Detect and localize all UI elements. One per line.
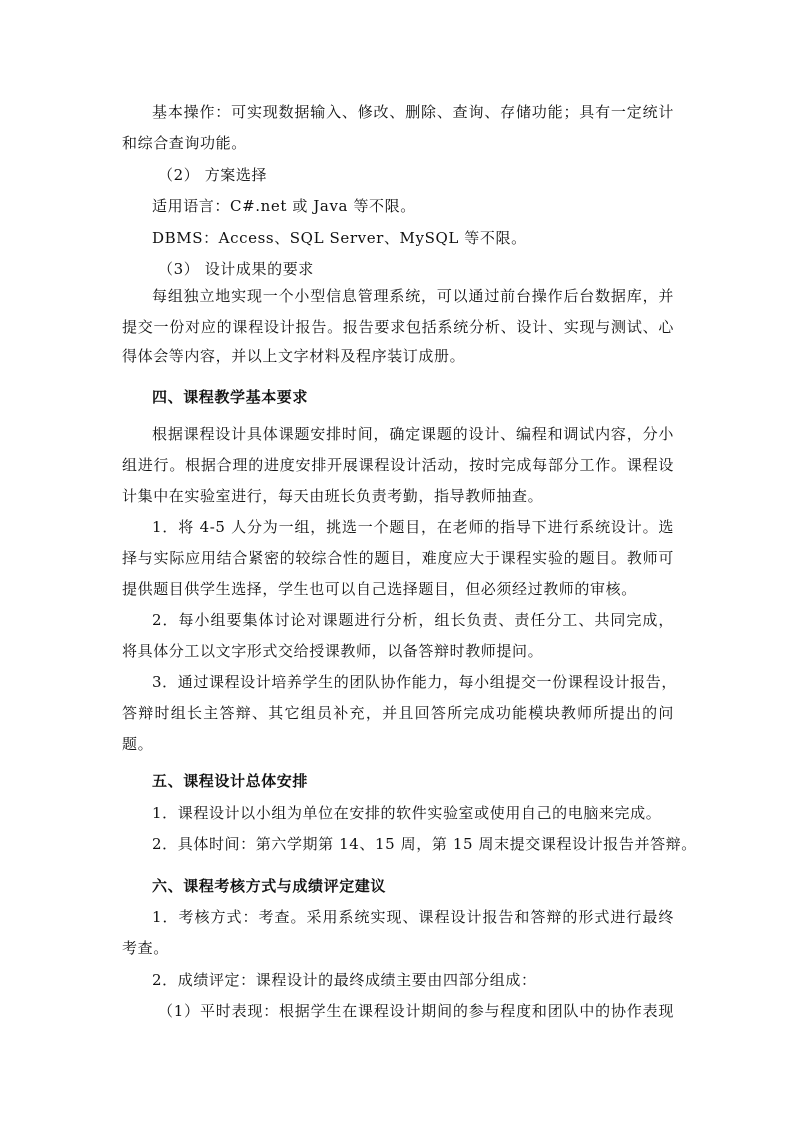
paragraph-line: 和综合查询功能。 bbox=[122, 134, 247, 152]
paragraph-line: 组进行。根据合理的进度安排开展课程设计活动，按时完成每部分工作。课程设 bbox=[122, 456, 674, 474]
list-item-line: （1）平时表现：根据学生在课程设计期间的参与程度和团队中的协作表现 bbox=[158, 1002, 674, 1020]
list-item-line: 2．具体时间：第六学期第 14、15 周，第 15 周末提交课程设计报告并答辩。 bbox=[152, 835, 697, 853]
section-heading-5: 五、课程设计总体安排 bbox=[152, 772, 309, 790]
paragraph-line: 基本操作：可实现数据输入、修改、删除、查询、存储功能；具有一定统计 bbox=[152, 103, 674, 121]
list-item-line: 题。 bbox=[122, 735, 154, 753]
section-heading-6: 六、课程考核方式与成绩评定建议 bbox=[152, 877, 387, 895]
subsection-title-scheme: （2） 方案选择 bbox=[158, 166, 268, 184]
list-item-line: 3．通过课程设计培养学生的团队协作能力，每小组提交一份课程设计报告， bbox=[152, 673, 677, 691]
paragraph-line: 适用语言：C#.net 或 Java 等不限。 bbox=[152, 197, 416, 215]
list-item-line: 1．课程设计以小组为单位在安排的软件实验室或使用自己的电脑来完成。 bbox=[152, 804, 662, 822]
paragraph-line: 根据课程设计具体课题安排时间，确定课题的设计、编程和调试内容，分小 bbox=[152, 425, 674, 443]
list-item-line: 择与实际应用结合紧密的较综合性的题目，难度应大于课程实验的题目。教师可 bbox=[122, 549, 674, 567]
list-item-line: 2．成绩评定：课程设计的最终成绩主要由四部分组成： bbox=[152, 971, 537, 989]
paragraph-line: 提交一份对应的课程设计报告。报告要求包括系统分析、设计、实现与测试、心 bbox=[122, 318, 674, 336]
list-item-line: 1．将 4-5 人分为一组，挑选一个题目，在老师的指导下进行系统设计。选 bbox=[152, 518, 674, 536]
section-heading-4: 四、课程教学基本要求 bbox=[152, 388, 309, 406]
paragraph-line: 计集中在实验室进行，每天由班长负责考勤，指导教师抽查。 bbox=[122, 487, 544, 505]
paragraph-line: DBMS：Access、SQL Server、MySQL 等不限。 bbox=[152, 229, 527, 247]
list-item-line: 考查。 bbox=[122, 939, 169, 957]
paragraph-line: 得体会等内容，并以上文字材料及程序装订成册。 bbox=[122, 347, 466, 365]
paragraph-line: 每组独立地实现一个小型信息管理系统，可以通过前台操作后台数据库，并 bbox=[152, 287, 674, 305]
list-item-line: 提供题目供学生选择，学生也可以自己选择题目，但必须经过教师的审核。 bbox=[122, 580, 637, 598]
list-item-line: 1．考核方式：考查。采用系统实现、课程设计报告和答辩的形式进行最终 bbox=[152, 908, 674, 926]
list-item-line: 2．每小组要集体讨论对课题进行分析，组长负责、责任分工、共同完成， bbox=[152, 611, 674, 629]
list-item-line: 将具体分工以文字形式交给授课教师，以备答辩时教师提问。 bbox=[122, 642, 544, 660]
subsection-title-outcome: （3） 设计成果的要求 bbox=[158, 260, 314, 278]
list-item-line: 答辩时组长主答辩、其它组员补充，并且回答所完成功能模块教师所提出的问 bbox=[122, 704, 674, 722]
